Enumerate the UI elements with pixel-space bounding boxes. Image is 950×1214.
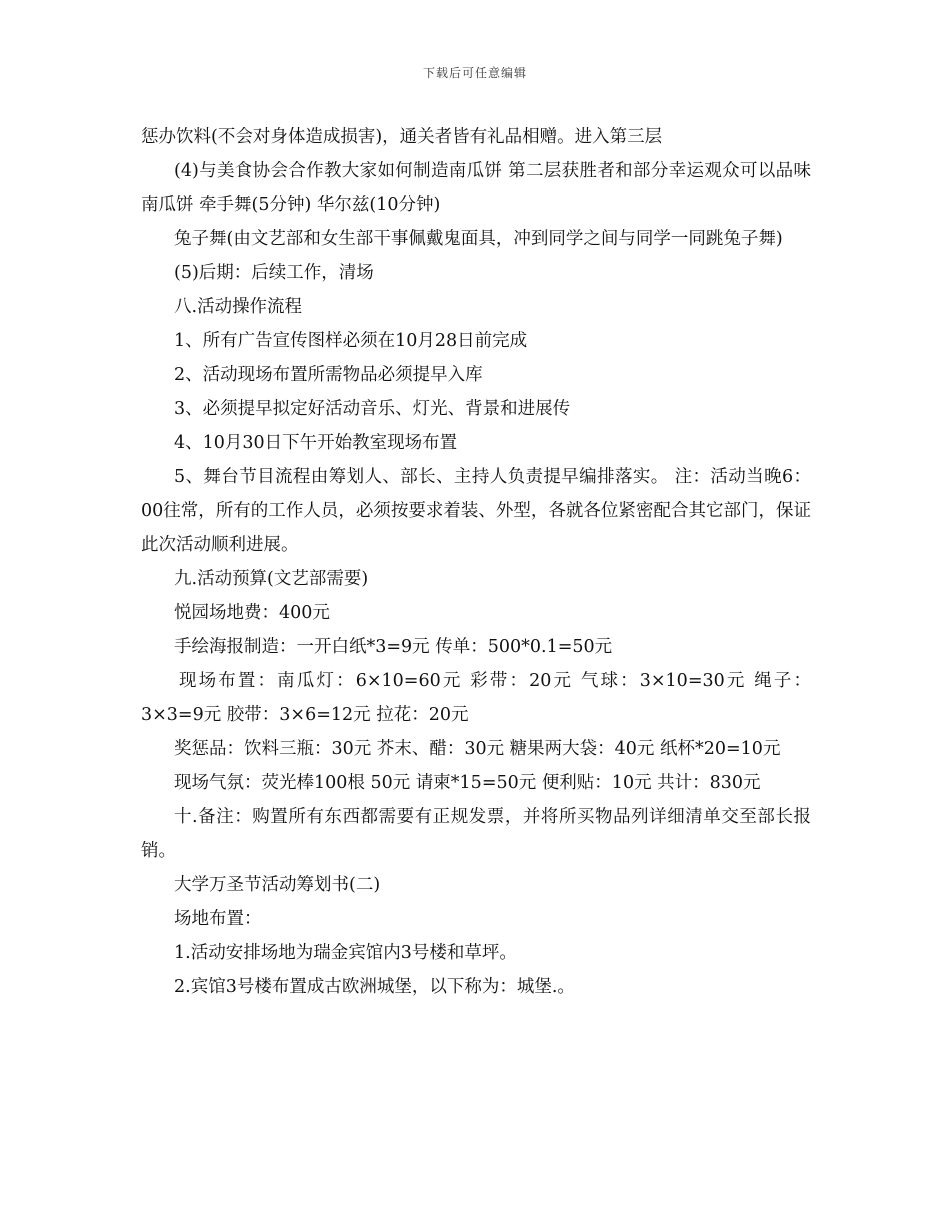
document-body [141, 120, 811, 1004]
list-item-step-5: 5、舞台节目流程由筹划人、部长、主持人负责提早编排落实。 注：活动当晚6：00往常，所有的工作人员，必须按要求着装、外型，各就各位紧密配合其它部门，保证此次活动顺利进展。 [141, 467, 811, 555]
section-heading-budget: 九.活动预算(文艺部需要) [174, 569, 369, 589]
page-header: 下载后可任意编辑 [422, 66, 527, 80]
venue-layout-heading: 场地布置： [174, 909, 262, 929]
venue-item-1: 1.活动安排场地为瑞金宾馆内3号楼和草坪。 [174, 943, 517, 963]
list-item-step-1: 1、所有广告宣传图样必须在10月28日前完成 [174, 331, 528, 351]
paragraph-pumpkin-cake: (4)与美食协会合作教大家如何制造南瓜饼 第二层获胜者和部分幸运观众可以品味南瓜饼 牵手舞(5分钟) 华尔兹(10分钟) [141, 161, 811, 215]
document-title-part-two: 大学万圣节活动筹划书(二) [174, 875, 381, 895]
section-heading-remarks: 十.备注：购置所有东西都需要有正规发票，并将所买物品列详细清单交至部长报销。 [141, 807, 811, 861]
budget-decoration: 现场布置：南瓜灯：6×10=60元 彩带：20元 气球：3×10=30元 绳子：3×3=9元 胶带：3×6=12元 拉花：20元 [141, 671, 811, 725]
budget-posters: 手绘海报制造：一开白纸*3=9元 传单：500*0.1=50元 [174, 637, 613, 657]
paragraph-penalty-drinks: 惩办饮料(不会对身体造成损害)，通关者皆有礼品相赠。进入第三层 [141, 127, 663, 147]
list-item-step-3: 3、必须提早拟定好活动音乐、灯光、背景和进展传 [174, 399, 571, 419]
budget-venue-fee: 悦园场地费：400元 [174, 603, 330, 623]
budget-atmosphere: 现场气氛：荧光棒100根 50元 请柬*15=50元 便利贴：10元 共计：830元 [174, 773, 761, 793]
paragraph-aftermath: (5)后期：后续工作，清场 [174, 263, 374, 283]
list-item-step-4: 4、10月30日下午开始教室现场布置 [174, 433, 458, 453]
budget-prizes: 奖惩品：饮料三瓶：30元 芥末、醋：30元 糖果两大袋：40元 纸杯*20=10元 [174, 739, 781, 759]
list-item-step-2: 2、活动现场布置所需物品必须提早入库 [174, 365, 483, 385]
paragraph-bunny-dance: 兔子舞(由文艺部和女生部干事佩戴鬼面具，冲到同学之间与同学一同跳兔子舞) [174, 229, 783, 249]
venue-item-2: 2.宾馆3号楼布置成古欧洲城堡，以下称为：城堡.。 [174, 977, 575, 997]
section-heading-operation-flow: 八.活动操作流程 [174, 297, 303, 317]
